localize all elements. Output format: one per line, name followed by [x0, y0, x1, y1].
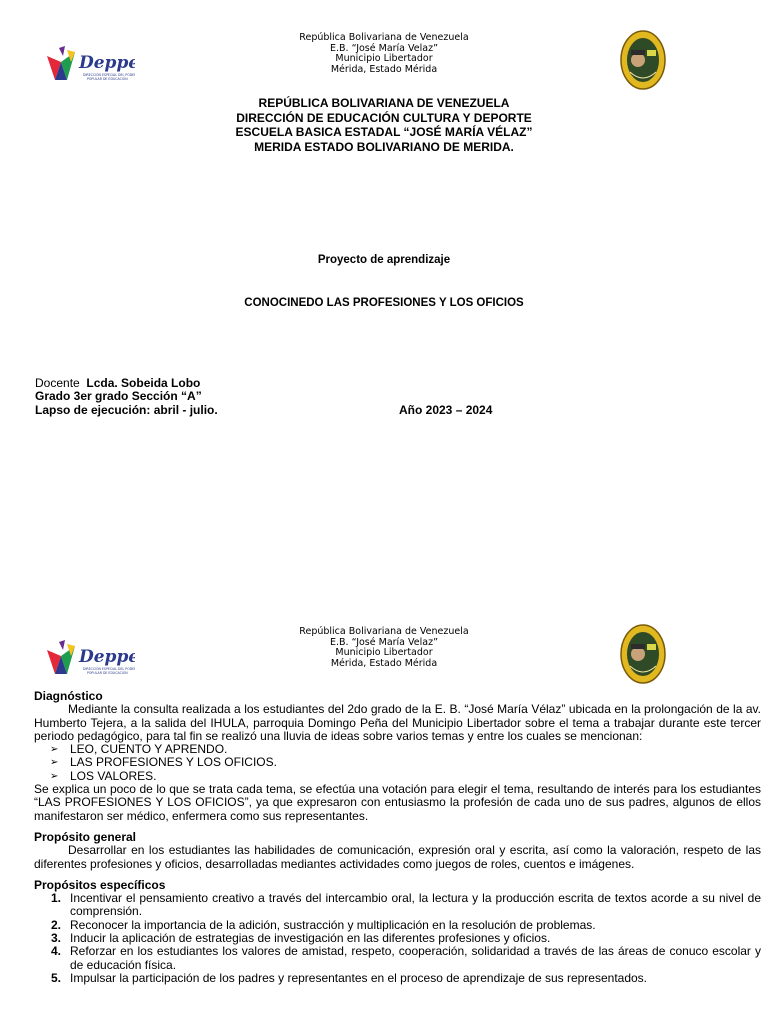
- diagnostico-paragraph-2: Se explica un poco de lo que se trata cada tema, se efectúa una votación para elegir el tema, resultando de interés para los estudiantes “LAS PROFESIONES Y LOS OFICIOS”, ya que expresaron con entusiasmo la profesión de cada uno de sus padres, algunos de ellos manifestaron ser médico, enfermera como sus representantes.: [34, 782, 761, 823]
- diagnostico-heading: Diagnóstico: [34, 689, 103, 703]
- grado-line: Grado 3er grado Sección “A”: [35, 389, 202, 403]
- list-item: ➢ LEO, CUENTO Y APRENDO.: [50, 742, 228, 757]
- svg-text:DIRECCIÓN ESPECIAL DEL PODER: DIRECCIÓN ESPECIAL DEL PODER: [83, 73, 135, 77]
- cover-title-line: DIRECCIÓN DE EDUCACIÓN CULTURA Y DEPORTE: [236, 110, 532, 125]
- list-item: 4. Reforzar en los estudiantes los valores de amistad, respeto, cooperación, solidaridad a través de las áreas de conuco escolar y de educación física.: [51, 944, 761, 972]
- cover-title: [0, 96, 768, 154]
- svg-text:Deppe: Deppe: [79, 647, 135, 667]
- arrow-bullet-icon: ➢: [50, 770, 59, 782]
- diagnostico-paragraph: Mediante la consulta realizada a los estudiantes del 2do grado de la E. B. “José María Vélaz” ubicada en la prolongación de la av. Humberto Tejera, a la salida del IHULA, parroquia Domingo Peña del Municipio Libertador sobre el tema a trabajar durante este tercer periodo pedagógico, para tal fin se realizó una lluvia de ideas sobre varios temas y entre los cuales se mencionan:: [34, 702, 761, 743]
- anio-line: Año 2023 – 2024: [399, 403, 493, 417]
- docente-name: Lcda. Sobeida Lobo: [86, 376, 201, 390]
- header-line: República Bolivariana de Venezuela: [299, 626, 469, 637]
- proposito-general-heading: Propósito general: [34, 829, 137, 844]
- lapso-line: Lapso de ejecución: abril - julio.: [35, 403, 218, 417]
- svg-text:POPULAR DE EDUCACIÓN: POPULAR DE EDUCACIÓN: [87, 77, 128, 81]
- project-label: Proyecto de aprendizaje: [317, 254, 451, 266]
- proposito-general-paragraph: Desarrollar en los estudiantes las habilidades de comunicación, expresión oral y escrita, así como la valoración, respeto de las diferentes profesiones y oficios, desarrolladas mediantes actividades como juegos de roles, cuentos e imágenes.: [34, 843, 761, 871]
- svg-text:POPULAR DE EDUCACIÓN: POPULAR DE EDUCACIÓN: [87, 671, 128, 675]
- list-item: ➢ LAS PROFESIONES Y LOS OFICIOS.: [50, 755, 277, 770]
- propositos-especificos-heading: Propósitos específicos: [34, 877, 166, 892]
- header-line: Mérida, Estado Mérida: [330, 63, 438, 75]
- cover-title-line: MERIDA ESTADO BOLIVARIANO DE MERIDA.: [254, 139, 514, 154]
- cover-title-line: ESCUELA BASICA ESTADAL “JOSÉ MARÍA VÉLAZ”: [235, 125, 533, 139]
- header-line: Municipio Libertador: [335, 53, 433, 64]
- header-line: República Bolivariana de Venezuela: [299, 32, 469, 43]
- themes-list: [34, 743, 761, 783]
- list-item: 1. Incentivar el pensamiento creativo a través del intercambio oral, la lectura y la producción escrita de textos acorde a su nivel de comprensión.: [51, 891, 761, 919]
- cover-title-line: REPÚBLICA BOLIVARIANA DE VENEZUELA: [258, 96, 510, 110]
- arrow-bullet-icon: ➢: [50, 744, 59, 756]
- svg-text:DIRECCIÓN ESPECIAL DEL PODER: DIRECCIÓN ESPECIAL DEL PODER: [83, 667, 135, 671]
- svg-text:Deppe: Deppe: [79, 53, 135, 73]
- school-seal: [620, 624, 666, 684]
- school-seal: [620, 30, 666, 90]
- page2-body: [34, 690, 761, 985]
- propositos-especificos-list: [34, 892, 761, 985]
- project-title: CONOCINEDO LAS PROFESIONES Y LOS OFICIOS: [244, 297, 524, 309]
- list-item: 2. Reconocer la importancia de la adición, sustracción y multiplicación en la resolución de problemas.: [51, 917, 596, 932]
- list-item: ➢ LOS VALORES.: [50, 768, 157, 783]
- header-line: Mérida, Estado Mérida: [330, 657, 438, 669]
- header-line: E.B. “José María Velaz”: [329, 636, 439, 648]
- list-item: 3. Inducir la aplicación de estrategias de investigación en las diferentes profesiones y oficios.: [51, 931, 551, 946]
- header-line: Municipio Libertador: [335, 647, 433, 658]
- list-item: 5. Impulsar la participación de los padres y representantes en el proceso de aprendizaje de sus representados.: [51, 970, 648, 985]
- arrow-bullet-icon: ➢: [50, 757, 59, 769]
- header-line: E.B. “José María Velaz”: [329, 42, 439, 54]
- docente-label: Docente: [35, 376, 80, 390]
